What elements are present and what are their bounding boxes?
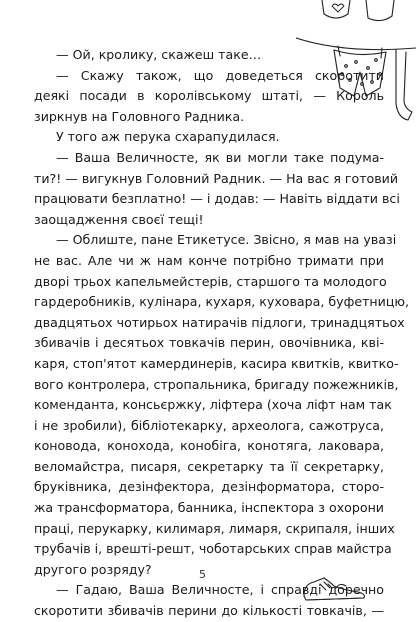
text-line: трубачів і, врешті-решт, чоботарських справ майстра — [34, 541, 392, 557]
text-line: бруківника, дезінфектора, дезінформатора, сторо- — [34, 479, 384, 495]
text-line: — Ой, кролику, скажеш таке… — [56, 47, 262, 62]
text-line: заощадження своєї тещі! — [34, 211, 204, 227]
text-line: коменданта, консьєржку, ліфтера (хоча ліфт нам так — [34, 397, 392, 413]
text-line: деякі посади в королівському штаті, — Король — [34, 88, 384, 104]
text-line: жа трансформатора, банника, інспектора з охорони — [34, 500, 384, 516]
text-line: веломайстра, писаря, секретарку та її секретарку, — [34, 458, 384, 474]
text-line: праці, перукарку, килимаря, лимаря, скрипаля, інших — [34, 520, 395, 536]
text-line: другого розряду? — [34, 561, 152, 577]
text-line: — Ваша Величносте, як ви могли таке подума- — [56, 149, 384, 165]
text-line: каря, стоп'ятот камердинерів, касира квитків, квитко- — [34, 355, 399, 371]
text-line: скоротити збивачів перини до кількості товкачів, — — [34, 603, 384, 619]
text-line: зиркнув на Головного Радника. — [34, 108, 245, 124]
text-line: коновода, конохода, конобіга, конотяга, лаковара, — [34, 438, 384, 454]
text-line: — Гадаю, Ваша Величносте, і справді доречно — [56, 582, 384, 598]
text-line: збивачів і десятьох товкачів перин, овочівника, кві- — [34, 335, 384, 351]
text-line: — Облиште, пане Етикетусе. Звісно, я мав на увазі — [56, 232, 397, 248]
text-line: не вас. Але чи ж нам конче потрібно тримати при — [34, 252, 384, 268]
text-line: гардеробників, кулінара, кухаря, куховара, буфетницю, — [34, 294, 410, 310]
text-line: працювати безплатно! — і додав: — Навіть віддати всі — [34, 191, 400, 207]
page-number: 5 — [199, 568, 206, 581]
text-line: вого контролера, стропальника, бригаду пожежників, — [34, 376, 399, 392]
text-line: ти?! — вигукнув Головний Радник. — На вас я готовий — [34, 170, 399, 186]
page-text — [34, 45, 410, 622]
text-line: і не зробили), бібліотекарку, археолога, сажотруса, — [34, 417, 384, 433]
text-line: дворі трьох капельмейстерів, старшого та молодого — [34, 273, 387, 289]
text-line: двадцятьох чотирьох натирачів підлоги, тринадцятьох — [34, 314, 405, 330]
shoe-illustration — [300, 572, 370, 604]
text-line: — Скажу також, що доведеться скоротити — [56, 67, 384, 83]
text-line: У того аж перука схарапудилася. — [56, 129, 280, 145]
